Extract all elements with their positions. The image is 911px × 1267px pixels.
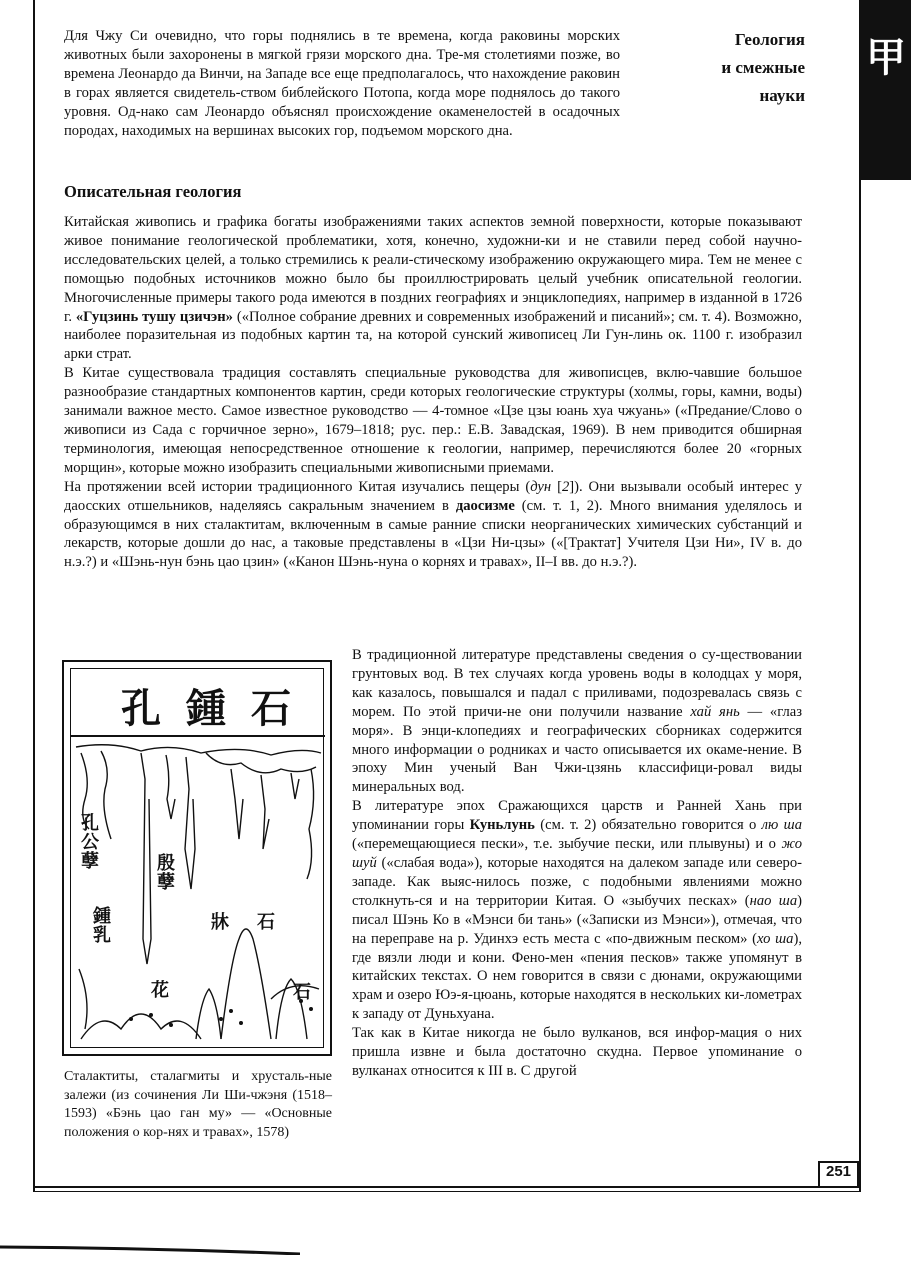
- illustration-title-char-2: 鍾: [186, 685, 226, 732]
- paragraph-5-term-nao-sha: нао ша: [749, 892, 798, 909]
- paragraph-5-text-c: («перемещающиеся пески», т.е. зыбучие пески, или плывуны) и о: [352, 836, 782, 853]
- illustration-title: [121, 677, 291, 734]
- paragraph-5-text-b: (см. т. 2) обязательно говорится о: [534, 817, 762, 834]
- section-heading-line3: науки: [759, 86, 805, 105]
- label-zhong-ru: 鍾乳: [93, 906, 111, 946]
- paragraph-1-text-a: Китайская живопись и графика богаты изображениями таких аспектов земной поверхности, которые показывают живое понимание геологической проблематики, хотя, конечно, художни-ки и не ставили перед собой научно-исследовательских целей, а только стремились к реали-стическому изображению окружающего мира. Тем не менее с помощью подобных источников можно было бы проиллюстрировать целый учебник описательной геологии. Многочисленные примеры такого рода имеются в поздних географиях и энциклопедиях, например в изданной в 1726 г.: [64, 214, 802, 325]
- paragraph-5-term-liu-sha: лю ша: [761, 817, 802, 834]
- label-shi-upper: 石: [257, 912, 275, 933]
- subheading-descriptive-geology: Описательная геология: [64, 182, 242, 201]
- paragraph-5-text-e: ) писал Шэнь Ко в «Мэнси би тань» («Записки из Мэнси»), отмечая, что на переправе на р. Удинхэ есть места с «по-движным песком» (: [352, 892, 802, 947]
- page-frame-bottom: [33, 1186, 861, 1188]
- section-heading-line1: Геология: [734, 30, 805, 49]
- paragraph-3-ref-number: 2: [561, 478, 570, 495]
- section-heading-line2: и смежные: [721, 58, 805, 77]
- scan-edge-mark: [0, 1245, 300, 1255]
- paragraph-1: [64, 213, 802, 364]
- label-hua: 花: [151, 980, 169, 1001]
- section-heading: [690, 26, 805, 110]
- thumb-tab-glyph: 甲: [866, 35, 906, 81]
- paragraph-5-term-zhuo-shui: жо шуй: [352, 836, 802, 871]
- paragraph-3-term-dun: дун: [530, 478, 552, 495]
- paragraph-3-text-a: На протяжении всей истории традиционного Китая изучались пещеры (: [64, 478, 531, 495]
- paragraph-5-term-huo-sha: хо ша: [757, 930, 794, 947]
- thumb-index-tab: [859, 0, 911, 180]
- paragraph-4-text-a: В традиционной литературе представлены сведения о су-ществовании грунтовых вод. В тех случаях когда уровень воды в колодцах у моря, как казалось, повышался и падал с приливами, подозревалась связь с морем. По этой причи-не они получили название: [352, 647, 802, 720]
- illustration-title-char-3: 石: [251, 685, 291, 732]
- label-chuang: 牀: [211, 912, 229, 933]
- paragraph-3-text-d: (см. т. 1, 2). Много внимания уделялось и образующимся в них сталактитам, включенным в самые ранние списки неорганических химических субстанций и лекарств, которые дошли до нас, а таковые представлены в «Цзи Ни-цзы» («[Трактат] Учителя Цзи Ни», IV в. до н.э.?) и «Шэнь-нун бэнь цао цзин» («Канон Шэнь-нуна о корнях и травах», II–I вв. до н.э.?).: [64, 497, 802, 571]
- right-column: [352, 646, 802, 1081]
- page-number: 251: [825, 1163, 852, 1180]
- paragraph-6: Так как в Китае никогда не было вулканов, вся инфор-мация о них пришла извне и была достаточно скудна. Первое упоминание о вулканах относится к III в. С другой: [352, 1025, 802, 1079]
- paragraph-4-term-hai-yan: хай янь: [690, 703, 740, 720]
- paragraph-5-bold-kunlun: Куньлунь: [469, 817, 535, 834]
- intro-text: Для Чжу Си очевидно, что горы поднялись в те времена, когда раковины морских животных были захоронены в мягкой грязи морского дна. Тре-мя столетиями позже, во времена Леонардо да Винчи, на Западе все еще предполагалось, что нахождение раковин в горах является свидетель-ством библейского Потопа, когда море поднялось до такого уровня. Од-нако сам Леонардо объяснял происхождение окаменелостей в осадочных породах, находимых на вершинах высоких гор, подъемом морского дна.: [64, 28, 620, 139]
- illustration-divider: [71, 735, 325, 737]
- paragraph-3-text-c: ]). Они вызывали особый интерес у даосских отшельников, наделяясь сакральным значением в: [64, 478, 802, 514]
- illustration-inner-frame: [70, 668, 324, 1048]
- paragraph-3-bold-daoism: даосизме: [455, 497, 515, 514]
- paragraph-5-text-f: ), где вязли люди и кони. Фено-мен «пения песков» также упомянут в китайских текстах. О нем говорится в связи с дюнами, окружающими храм и озеро Юэ-я-цюань, которые находятся в нескольких ки-лометрах к западу от Дуньхуана.: [352, 930, 802, 1023]
- paragraph-5: [352, 797, 802, 1024]
- label-shi-lower: 石: [293, 982, 311, 1003]
- body-paragraphs: [64, 213, 802, 572]
- paragraph-3-text-b: [: [551, 478, 562, 495]
- illustration-caption: Сталактиты, сталагмиты и хрусталь-ные залежи (из сочинения Ли Ши-чжэня (1518–1593) «Бэнь цао ган му» — «Основные положения о кор-нях и травах», 1578): [64, 1069, 332, 1140]
- paragraph-3: [64, 478, 802, 573]
- paragraph-5-text-a: В литературе эпох Сражающихся царств и Ранней Хань при упоминании горы: [352, 798, 802, 834]
- paragraph-5-text-d: («слабая вода»), которые находятся на далеком западе или северо-западе. Как выяс-нилось позже, с подобными явлениями можно столкнуть-ся и на территории Китая. О «зыбучих песках» (: [352, 854, 802, 909]
- label-kong-gong-nie: 孔公孽: [81, 813, 99, 872]
- paragraph-4: [352, 646, 802, 797]
- cave-drawing: [71, 739, 325, 1049]
- page-frame-left: [33, 0, 35, 1192]
- label-yin-nie: 殷孽: [157, 853, 175, 893]
- paragraph-2: В Китае существовала традиция составлять специальные руководства для живописцев, вклю-чавшие большое разнообразие стандартных компонентов картин, среди которых геологические структуры (холмы, горы, камни, воды) занимали важное место. Самое известное руководство — 4-томное «Цзе цзы юань хуа чжуань» («Предание/Слово о живописи из Сада с горчичное зерно», 1679–1818; рус. пер.: Е.В. Завадская, 1969). В нем приводится обширная терминология, имеющая непосредственное отношение к геологии, например, перечисляются более 20 «горных морщин», которые можно изобразить специальными живописными приемами.: [64, 365, 802, 476]
- page-frame-bottom-inner: [33, 1191, 861, 1192]
- illustration-title-char-1: 孔: [121, 685, 161, 732]
- stalactite-illustration: [62, 660, 332, 1056]
- paragraph-1-text-b: («Полное собрание древних и современных изображений и писаний»; см. т. 4). Возможно, наиболее поразительная из подобных картин та, на которой сунский живописец Ли Гун-линь ок. 1100 г. изобразил арки страт.: [64, 308, 802, 363]
- paragraph-1-bold-title: «Гуцзинь тушу цзичэн»: [75, 308, 233, 325]
- paragraph-4-text-b: — «глаз моря». В энци-клопедиях и географических сборниках содержится много информации о родниках и часто описывается их окаме-нение. В эпоху Мин ученый Ван Чжи-цзянь классифици-ровал виды минеральных вод.: [352, 703, 802, 796]
- intro-paragraph: [64, 27, 620, 140]
